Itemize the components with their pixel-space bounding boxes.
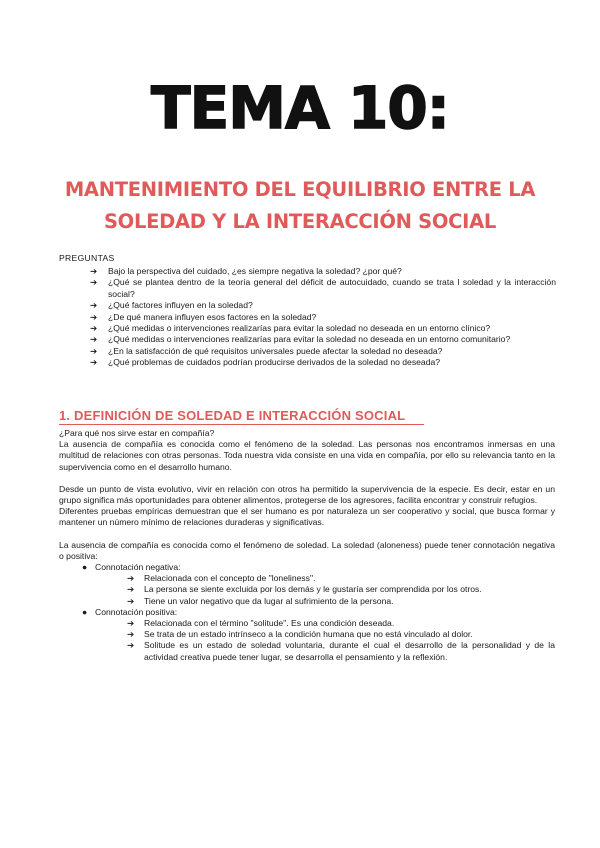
arrow-icon: ➔ — [90, 300, 98, 311]
list-item: ➔ ¿De qué manera influyen esos factores en la soledad? — [90, 311, 317, 322]
arrow-icon: ➔ — [90, 357, 98, 368]
bullet-icon: ● — [82, 562, 88, 573]
list-item: ➔ ¿Qué factores influyen en la soledad? — [90, 300, 253, 311]
page-subtitle — [60, 174, 540, 238]
bullet-item: ● Connotación positiva: — [82, 606, 178, 617]
sub-bullet-item: ➔ Relacionada con el término "solitude". Es una condición deseada. — [127, 618, 395, 629]
arrow-icon: ➔ — [90, 311, 98, 322]
arrow-icon: ➔ — [90, 277, 98, 288]
sub-bullet-item: ➔ Tiene un valor negativo que da lugar al sufrimiento de la persona. — [127, 595, 394, 606]
arrow-icon: ➔ — [127, 629, 135, 640]
sub-bullet-item: ➔ La persona se siente excluida por los demás y le gustaría ser comprendida por los otros. — [127, 584, 482, 595]
preguntas-list — [90, 266, 556, 369]
arrow-icon: ➔ — [127, 595, 135, 606]
arrow-icon: ➔ — [90, 323, 98, 334]
bullet-item: ● Connotación negativa: — [82, 562, 181, 573]
section-heading: 1. DEFINICIÓN DE SOLEDAD E INTERACCIÓN SOCIAL — [59, 408, 406, 423]
list-item: ➔ ¿Qué medidas o intervenciones realizarías para evitar la soledad no deseada en un entorno comunitario? — [90, 334, 511, 345]
paragraph: Diferentes pruebas empíricas demuestran que el ser humano es por naturaleza un ser cooperativo y social, que busca formar y mantener un número mínimo de relaciones duraderas y significativas. — [59, 506, 555, 528]
paragraph: Desde un punto de vista evolutivo, vivir en relación con otros ha permitido la supervivencia de la especie. Es decir, estar en un grupo significa más oportunidades para obtener alimentos, protegerse de los agresores, facilita encontrar y construir refugios. — [59, 483, 555, 506]
bullet-icon: ● — [82, 606, 88, 617]
paragraph: La ausencia de compañía es conocida como el fenómeno de soledad. La soledad (aloneness) puede tener connotación negativa o positiva: — [59, 539, 555, 561]
paragraph: La ausencia de compañía es conocida como el fenómeno de la soledad. Las personas nos encontramos inmersas en una multitud de relaciones con otras personas. Toda nuestra vida consiste en una vida en compañía, por ello su relevancia tanto en la supervivencia como en el desarrollo humano. — [59, 439, 555, 472]
arrow-icon: ➔ — [90, 334, 98, 345]
subtitle-line-1: MANTENIMIENTO DEL EQUILIBRIO ENTRE LA — [64, 178, 536, 201]
page-title: TEMA 10: — [151, 74, 449, 142]
list-item: ➔ Bajo la perspectiva del cuidado, ¿es siempre negativa la soledad? ¿por qué? — [90, 266, 402, 276]
list-item: ➔ ¿Qué problemas de cuidados podrían producirse derivados de la soledad no deseada? — [90, 357, 441, 368]
arrow-icon: ➔ — [90, 266, 98, 276]
paragraph: ¿Para qué nos sirve estar en compañía? — [59, 428, 215, 438]
sub-bullet-item: ➔ Solitude es un estado de soledad voluntaria, durante el cual el desarrollo de la personalidad y de la actividad creativa puede tener lugar, se desarrolla el pensamiento y la reflexión. — [127, 640, 555, 662]
list-item: ➔ ¿Qué se plantea dentro de la teoría general del déficit de autocuidado, cuando se trata l soledad y la interacción social? — [90, 277, 556, 299]
section-heading-underline — [59, 424, 424, 425]
section-body — [59, 428, 555, 663]
list-item: ➔ ¿Qué medidas o intervenciones realizarías para evitar la soledad no deseada en un entorno clínico? — [90, 323, 491, 334]
arrow-icon: ➔ — [127, 618, 135, 629]
sub-bullet-item: ➔ Relacionada con el concepto de "loneliness". — [127, 573, 316, 584]
arrow-icon: ➔ — [127, 640, 135, 651]
arrow-icon: ➔ — [127, 584, 135, 595]
subtitle-line-2: SOLEDAD Y LA INTERACCIÓN SOCIAL — [103, 210, 497, 233]
list-item: ➔ ¿En la satisfacción de qué requisitos universales puede afectar la soledad no deseada? — [90, 345, 443, 356]
preguntas-label: PREGUNTAS — [59, 253, 115, 263]
sub-bullet-item: ➔ Se trata de un estado intrínseco a la condición humana que no está vinculado al dolor. — [127, 629, 473, 640]
arrow-icon: ➔ — [90, 345, 98, 356]
arrow-icon: ➔ — [127, 573, 135, 584]
